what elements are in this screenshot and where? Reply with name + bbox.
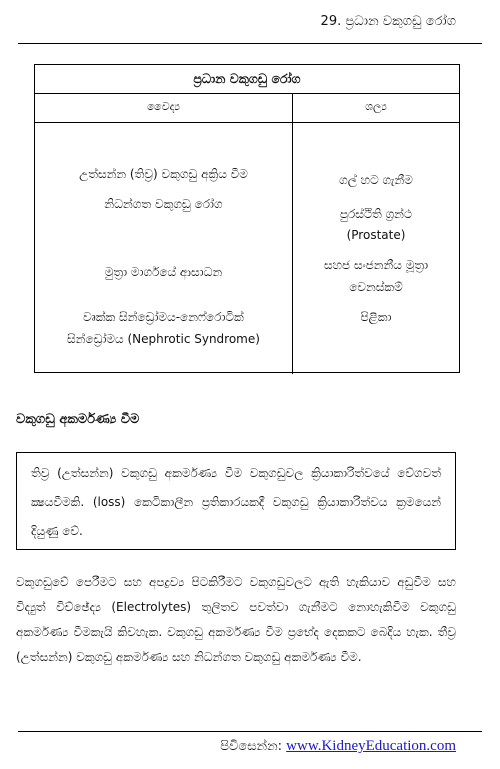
section-heading: වකුගඩු අකර්මණ්‍ය වීම [16, 412, 140, 427]
header-divider [18, 43, 482, 44]
medical-column [35, 123, 293, 374]
surgical-item: පුරස්ථිති ග්‍රන්ථ [339, 207, 413, 221]
definition-box: තිව්‍ර (උත්සන්න) වකුගඩු අකර්මණ්‍ය වීම වකුගඩුවල ක්‍රියාකාරිත්වයේ වේගවත් ක්‍ෂයවීමකි. (loss) කෙටිකාලීන ප්‍රතිකාරයකදී වකුගඩු ක්‍රියාකාරිත්වය ක්‍රමයෙන් දියුණු වේ. [16, 452, 456, 550]
column-header-surgical: ශල්‍ය [365, 100, 387, 113]
table-title: ප්‍රධාන වකුගඩු රෝග [35, 65, 459, 94]
medical-item: උත්සන්න (තිව්‍ර) වකුගඩු අක්‍රිය වීම [79, 167, 248, 181]
surgical-item: පිළිකා [360, 310, 392, 324]
table-header-row [35, 94, 459, 123]
surgical-item: වෙනස්කම් [349, 280, 403, 294]
body-paragraph: වකුගඩුවේ පෙරීමට සහ අපද්‍රව්‍ය පිටකිරීමට වකුගඩුවලට ඇති හැකියාව අඩුවීම සහ විද්‍යුත් විච්ඡේද්‍ය (Electrolytes) තුලිතව පවත්වා ගැනීමට නොහැකිවීම වකුගඩු අකර්මණ්‍ය වීමකැයි කිවහැක. වකුගඩු අකර්මණ්‍ය වීම ප්‍රභේද දෙකකට බෙදිය හැක. තීව්‍ර (උත්සන්න) වකුගඩු අකර්මණ්‍ය සහ නිධන්ගත වකුගඩු අකර්මණ්‍ය වීම. [16, 575, 456, 664]
table-body [35, 123, 459, 374]
page-header: 29. ප්‍රධාන වකුගඩු රෝග [320, 14, 456, 29]
website-link[interactable]: www.KidneyEducation.com [286, 738, 456, 754]
disease-table [34, 64, 460, 373]
column-header-medical: වෛද්‍ය [35, 94, 293, 122]
medical-item: සින්ඩ්‍රෝමය (Nephrotic Syndrome) [67, 332, 260, 346]
medical-item: මුත්‍රා මාර්ගයේ ආසාධන [104, 265, 223, 279]
footer [220, 738, 456, 755]
medical-item: වෘක්ක සින්ඩ්‍රෝමය-නෙෆ්රොටික් [83, 310, 244, 324]
footer-divider [18, 731, 482, 732]
surgical-item: සහජ සංජනනීය මූත්‍රා [323, 258, 429, 272]
surgical-item: (Prostate) [346, 228, 406, 242]
medical-item: නිධන්ගත වකුගඩු රෝග [104, 197, 223, 211]
surgical-column [293, 123, 459, 374]
surgical-item: ගල් හට ගැනීම [339, 173, 413, 187]
footer-label: පිවිසෙන්න: [220, 739, 287, 754]
